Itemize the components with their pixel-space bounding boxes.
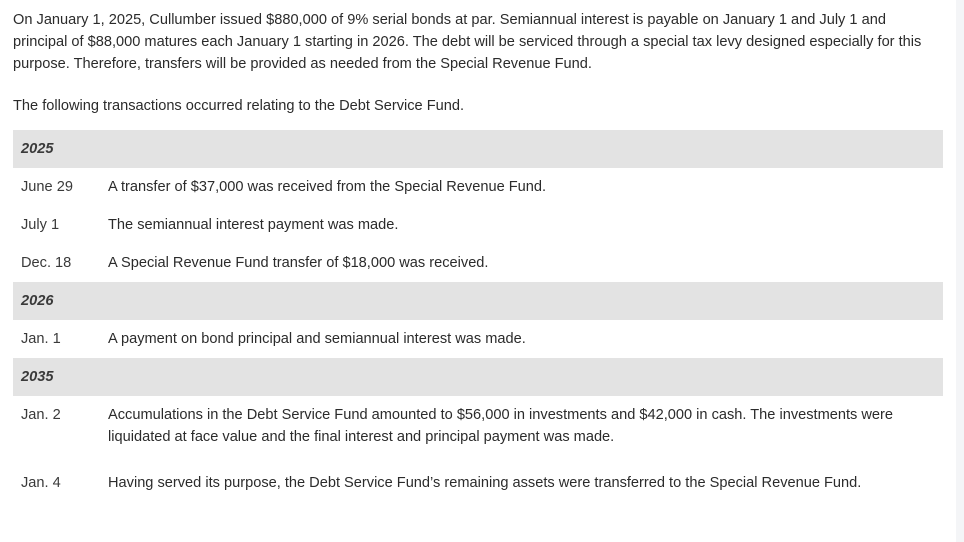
transaction-row <box>13 320 943 358</box>
transaction-description: The semiannual interest payment was made. <box>108 217 399 233</box>
transaction-date: July 1 <box>21 217 60 233</box>
year-header-2025: 2025 <box>13 130 943 168</box>
transaction-description: Accumulations in the Debt Service Fund amounted to $56,000 in investments and $42,000 in cash. The investments were liquidated at face value and the final interest and principal payment was made. <box>108 407 894 445</box>
transaction-date: Jan. 4 <box>21 475 61 491</box>
transaction-row <box>13 464 943 502</box>
page-right-edge <box>956 0 964 542</box>
transaction-row <box>13 168 943 206</box>
year-header-2035: 2035 <box>13 358 943 396</box>
year-header-2026: 2026 <box>13 282 943 320</box>
transactions-table <box>13 130 943 502</box>
transaction-row <box>13 396 943 464</box>
intro-paragraph: On January 1, 2025, Cullumber issued $880,000 of 9% serial bonds at par. Semiannual interest is payable on January 1 and July 1 and principal of $88,000 matures each January 1 starting in 2026. The debt will be serviced through a special tax levy designed especially for this purpose. Therefore, transfers will be provided as needed from the Special Revenue Fund. <box>13 12 922 72</box>
transaction-description: Having served its purpose, the Debt Service Fund’s remaining assets were transferred to the Special Revenue Fund. <box>108 475 862 491</box>
transaction-description: A Special Revenue Fund transfer of $18,000 was received. <box>108 255 489 271</box>
transaction-date: June 29 <box>21 179 73 195</box>
transaction-date: Jan. 2 <box>21 407 61 423</box>
lead-paragraph: The following transactions occurred relating to the Debt Service Fund. <box>13 98 465 114</box>
transaction-date: Dec. 18 <box>21 255 72 271</box>
problem-content <box>13 9 943 502</box>
transaction-row <box>13 206 943 244</box>
transaction-description: A payment on bond principal and semiannual interest was made. <box>108 331 526 347</box>
transaction-date: Jan. 1 <box>21 331 61 347</box>
transaction-row <box>13 244 943 282</box>
transaction-description: A transfer of $37,000 was received from the Special Revenue Fund. <box>108 179 547 195</box>
